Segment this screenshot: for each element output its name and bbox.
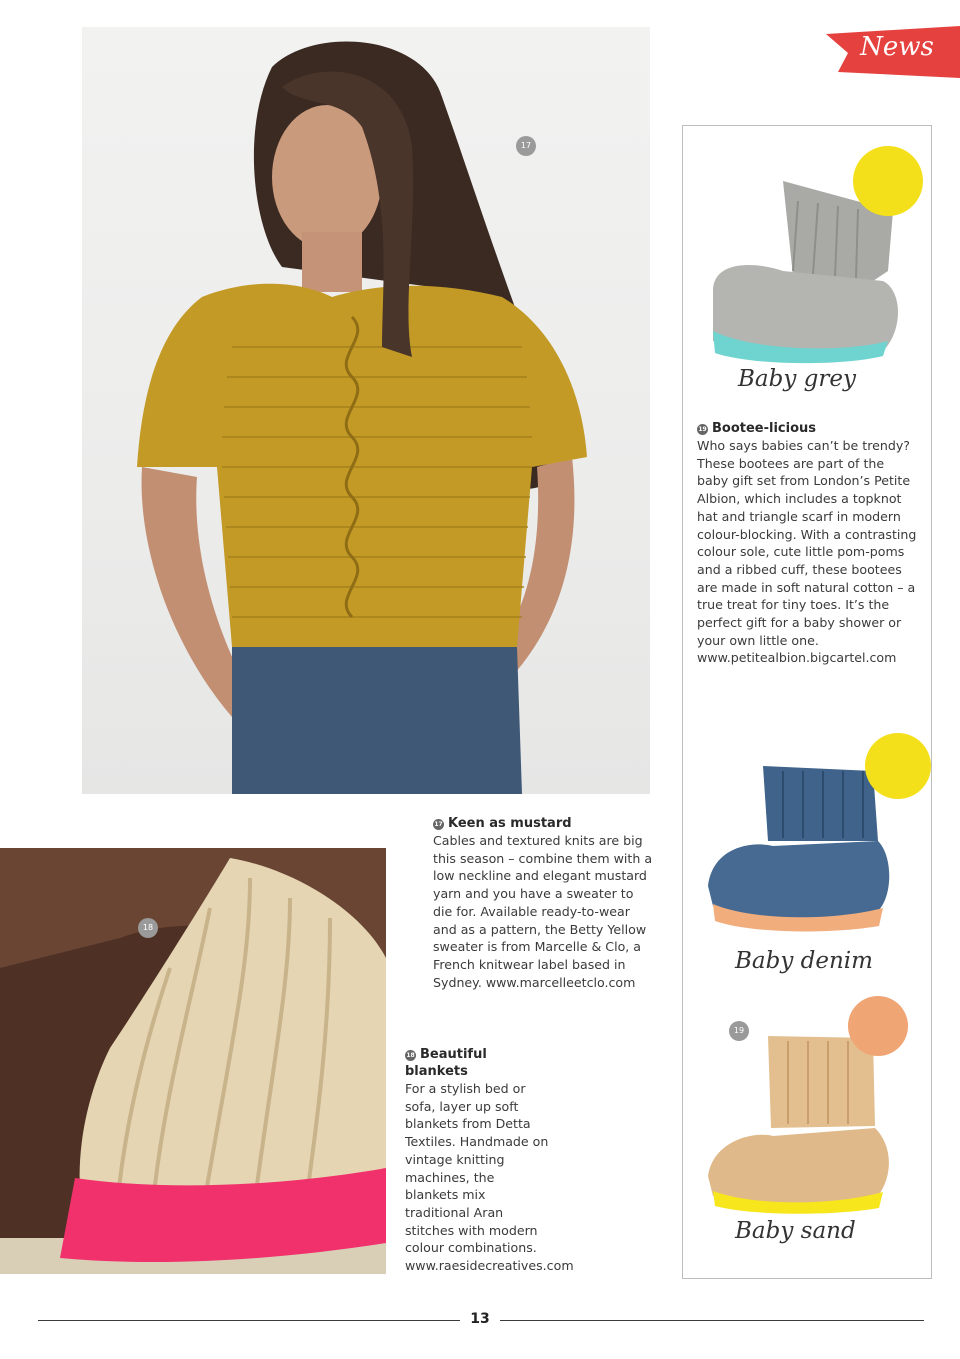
photo-number-badge: 19 bbox=[729, 1021, 749, 1041]
photo-number-badge: 18 bbox=[138, 918, 158, 938]
baby-grey-bootee-image bbox=[693, 141, 928, 366]
article-number-badge: 18 bbox=[406, 1052, 415, 1059]
mustard-sweater-photo bbox=[82, 27, 650, 794]
photo-number-badge: 17 bbox=[516, 136, 536, 156]
article-heading bbox=[405, 1046, 551, 1080]
article-title: Beautiful blankets bbox=[405, 1047, 487, 1079]
caption-baby-sand: Baby sand bbox=[735, 1218, 856, 1244]
page-number: 13 bbox=[470, 1311, 490, 1327]
article-title: Bootee-licious bbox=[712, 421, 817, 436]
footer-rule-right bbox=[500, 1320, 924, 1321]
caption-baby-grey: Baby grey bbox=[738, 366, 856, 392]
section-label: News bbox=[860, 32, 934, 62]
article-heading bbox=[697, 420, 917, 437]
article-body: Who says babies can’t be trendy? These bootees are part of the baby gift set from London’s Petite Albion, which includes a topknot hat and triangle scarf in modern colour-blocking. With a contrasting colour sole, cute little pom-poms and a ribbed cuff, these bootees are made in soft natural cotton – a true treat for tiny toes. It’s the perfect gift for a baby shower or your own little one. www.petitealbion.bigcartel.com bbox=[697, 438, 917, 666]
caption-baby-denim: Baby denim bbox=[735, 948, 873, 974]
article-beautiful-blankets bbox=[405, 1046, 574, 1275]
baby-denim-bootee-image bbox=[693, 726, 933, 946]
article-heading bbox=[433, 815, 655, 832]
article-body: Cables and textured knits are big this season – combine them with a low neckline and elegant mustard yarn and you have a sweater to die for. Available ready-to-wear and as a pattern, the Betty Yellow sweater is from Marcelle & Clo, a French knitwear label based in Sydney. www.marcelleetclo.com bbox=[433, 833, 653, 990]
blanket-photo bbox=[0, 848, 386, 1274]
article-body: For a stylish bed or sofa, layer up soft blankets from Detta Textiles. Handmade on vintage knitting machines, the blankets mix traditional Aran stitches with modern colour combinations. www.raesidecreatives.com bbox=[405, 1081, 574, 1274]
baby-sand-bootee-image bbox=[693, 996, 933, 1226]
bootees-sidebar bbox=[682, 125, 932, 1279]
footer-rule-left bbox=[38, 1320, 460, 1321]
article-title: Keen as mustard bbox=[448, 816, 572, 831]
article-keen-as-mustard bbox=[433, 815, 655, 991]
article-number-badge: 19 bbox=[698, 426, 707, 433]
article-bootee-licious bbox=[697, 420, 917, 667]
article-number-badge: 17 bbox=[434, 821, 443, 828]
